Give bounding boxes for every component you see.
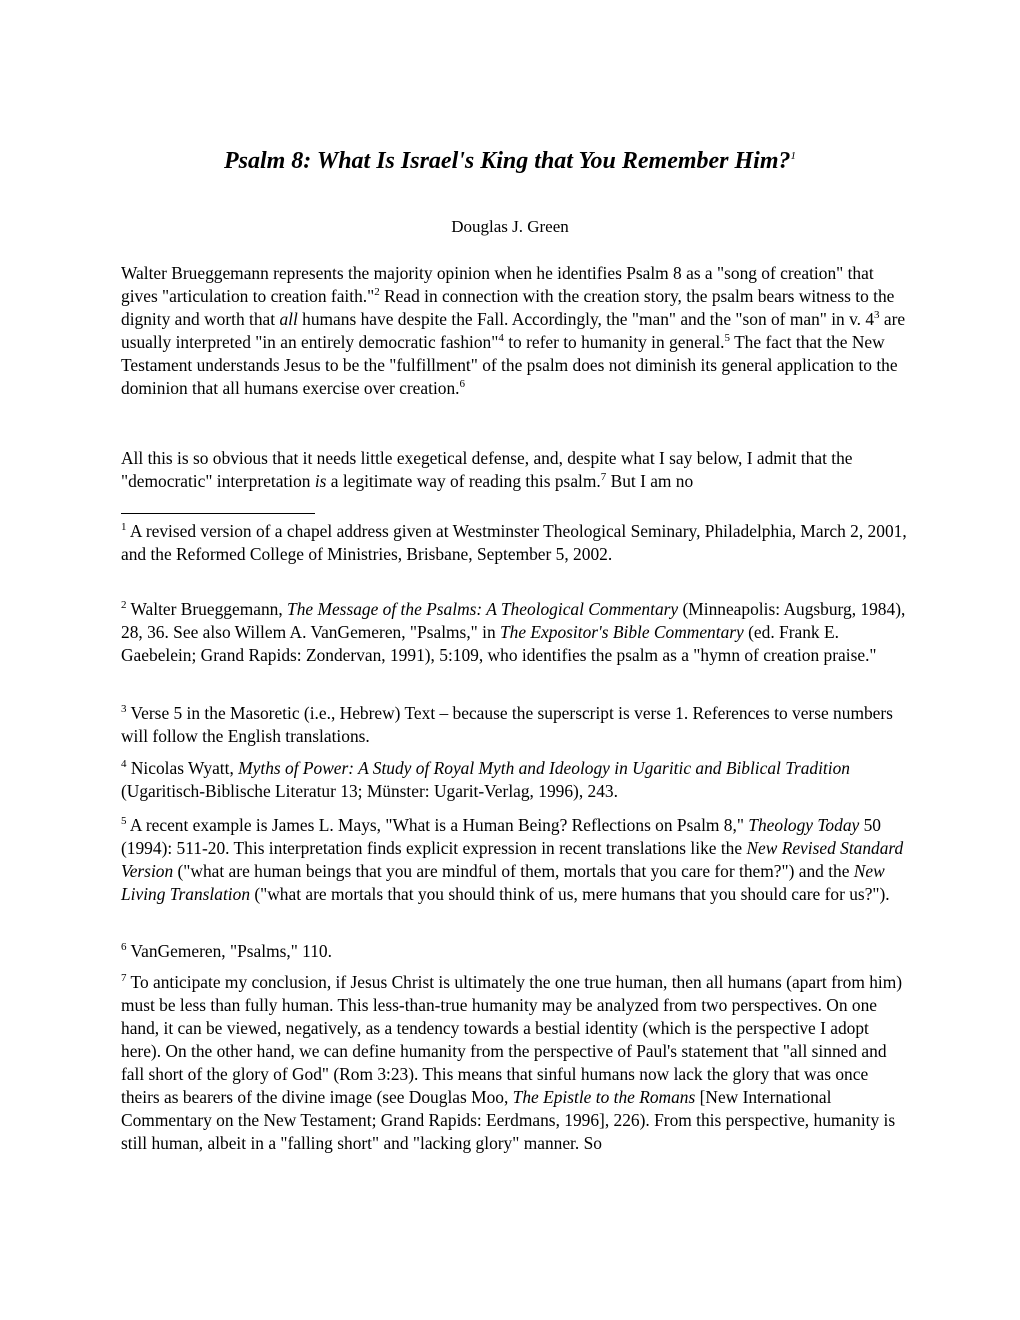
- footnote-number: 5: [121, 815, 127, 828]
- footnote-ref-2[interactable]: 2: [374, 286, 380, 299]
- footnote-5: [121, 814, 911, 906]
- book-title: The Expositor's Bible Commentary: [499, 622, 744, 642]
- footnote-ref-4[interactable]: 4: [498, 332, 504, 345]
- footnote-number: 7: [121, 972, 127, 985]
- text-run: a legitimate way of reading this psalm.: [326, 471, 601, 491]
- text-run: A revised version of a chapel address given at Westminster Theological Seminary, Philadelphia, March 2, 2001, and the Reformed College of Ministries, Brisbane, September 5, 2002.: [121, 521, 907, 564]
- translation-title: New Living Translation: [121, 861, 885, 904]
- footnote-ref-3[interactable]: 3: [874, 309, 880, 322]
- body-paragraph-2: [121, 447, 911, 493]
- footnote-number: 2: [121, 599, 127, 612]
- footnote-number: 1: [121, 521, 127, 534]
- text-run: Walter Brueggemann,: [126, 599, 288, 619]
- title-text: Psalm 8: What Is Israel's King that You Remember Him?: [223, 148, 791, 174]
- book-title: The Epistle to the Romans: [512, 1087, 696, 1107]
- text-run: Walter Brueggemann represents the majority opinion when he identifies Psalm 8 as a "song of creation" that gives "articulation to creation faith.": [121, 263, 874, 306]
- page-title: [170, 146, 850, 176]
- footnote-7: [121, 971, 911, 1155]
- text-run: (Ugaritisch-Biblische Literatur 13; Münster: Ugarit-Verlag, 1996), 243.: [121, 781, 618, 801]
- emphasis: all: [279, 309, 298, 329]
- text-run: (ed. Frank E. Gaebelein; Grand Rapids: Zondervan, 1991), 5:109, who identifies the psalm as a "hymn of creation praise.": [121, 622, 877, 665]
- footnote-ref-7[interactable]: 7: [600, 471, 607, 484]
- footnote-ref-5[interactable]: 5: [724, 332, 731, 345]
- footnote-6: [121, 940, 911, 963]
- footnote-number: 4: [121, 758, 127, 771]
- footnote-separator: [121, 513, 315, 514]
- journal-title: Theology Today: [748, 815, 860, 835]
- text-run: VanGemeren, "Psalms," 110.: [126, 941, 332, 961]
- book-title: The Message of the Psalms: A Theological Commentary: [287, 599, 679, 619]
- title-note-ref[interactable]: 1: [790, 150, 797, 162]
- text-run: (Minneapolis: Augsburg, 1984), 28, 36. See also Willem A. VanGemeren, "Psalms," in: [121, 599, 906, 642]
- body-paragraph-1: [121, 262, 911, 400]
- book-title: Myths of Power: A Study of Royal Myth and Ideology in Ugaritic and Biblical Tradition: [238, 758, 850, 778]
- footnote-number: 6: [121, 941, 127, 954]
- text-run: 50 (1994): 511-20. This interpretation finds explicit expression in recent translations like the: [121, 815, 881, 858]
- text-run: Read in connection with the creation story, the psalm bears witness to the dignity and worth that: [121, 286, 895, 329]
- text-run: ("what are mortals that you should think of us, mere humans that you should care for us?").: [250, 884, 890, 904]
- text-run: ("what are human beings that you are mindful of them, mortals that you care for them?") and the: [173, 861, 854, 881]
- text-run: to refer to humanity in general.: [503, 332, 725, 352]
- footnote-1: [121, 520, 911, 566]
- footnote-2: [121, 598, 911, 667]
- author-name: Douglas J. Green: [451, 217, 569, 236]
- footnote-4: [121, 757, 911, 803]
- text-run: All this is so obvious that it needs little exegetical defense, and, despite what I say below, I admit that the "democratic" interpretation: [121, 448, 853, 491]
- text-run: But I am no: [606, 471, 694, 491]
- text-run: Nicolas Wyatt,: [126, 758, 239, 778]
- text-run: The fact that the New Testament understands Jesus to be the "fulfillment" of the psalm does not diminish its general application to the dominion that all humans exercise over creation.: [121, 332, 898, 398]
- emphasis: is: [314, 471, 327, 491]
- text-run: humans have despite the Fall. Accordingly, the "man" and the "son of man" in v. 4: [297, 309, 875, 329]
- text-run: are usually interpreted "in an entirely democratic fashion": [121, 309, 906, 352]
- translation-title: New Revised Standard Version: [121, 838, 904, 881]
- text-run: Verse 5 in the Masoretic (i.e., Hebrew) Text – because the superscript is verse 1. References to verse numbers will follow the English translations.: [121, 703, 893, 746]
- footnote-number: 3: [121, 703, 127, 716]
- footnote-3: [121, 702, 911, 748]
- footnote-ref-6[interactable]: 6: [459, 378, 466, 391]
- text-run: To anticipate my conclusion, if Jesus Christ is ultimately the one true human, then all humans (apart from him) must be less than fully human. This less-than-true humanity may be analyzed from two perspectives. On one hand, it can be viewed, negatively, as a tendency towards a bestial identity (which is the perspective I adopt here). On the other hand, we can define humanity from the perspective of Paul's statement that "all sinned and fall short of the glory of God" (Rom 3:23). This means that sinful humans now lack the glory that was once theirs as bearers of the divine image (see Douglas Moo,: [121, 972, 903, 1107]
- text-run: [New International Commentary on the New Testament; Grand Rapids: Eerdmans, 1996], 226). From this perspective, humanity is still human, albeit in a "falling short" and "lacking glory" manner. So: [121, 1087, 896, 1153]
- text-run: A recent example is James L. Mays, "What is a Human Being? Reflections on Psalm 8,": [126, 815, 749, 835]
